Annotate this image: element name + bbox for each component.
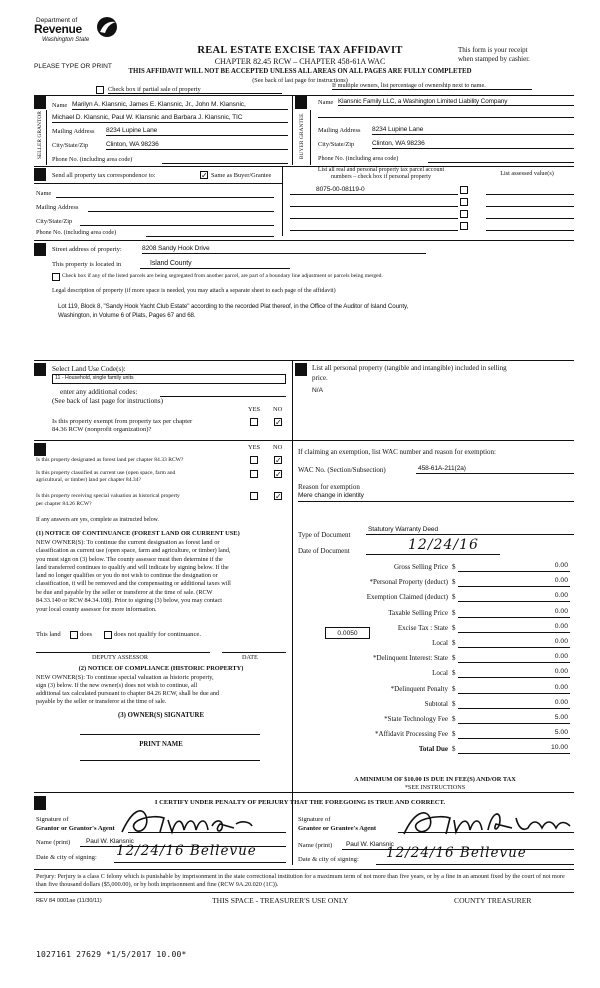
calc-row-dollar: $ [452, 563, 456, 571]
grantor-name-label: Name (print) [36, 839, 71, 846]
calc-row-dollar: $ [452, 715, 456, 723]
same-as-buyer-label: Same as Buyer/Grantee [211, 172, 272, 179]
doc-type-label: Type of Document [298, 531, 351, 539]
calc-row-line [458, 601, 570, 602]
calc-row-dollar: $ [452, 730, 456, 739]
calc-row-line [458, 753, 570, 754]
calc-row-line [458, 571, 570, 572]
section-8-marker [34, 796, 46, 810]
calc-row-label: Subtotal [424, 699, 448, 708]
compliance-1: NEW OWNER(S): To continue special valuation as historic property, [36, 674, 214, 681]
grantor-sig-label-1: Signature of [36, 816, 69, 823]
please-type-or-print: PLEASE TYPE OR PRINT [34, 63, 112, 70]
grantee-sig-label-1: Signature of [298, 816, 331, 823]
grantee-signature [396, 806, 580, 838]
current-use-q-2: agricultural, or timber) land per chapter 84.34? [36, 477, 141, 483]
calc-row-label: *State Technology Fee [384, 715, 448, 723]
section-6-marker [34, 443, 46, 456]
calc-row-value: 0.00 [554, 653, 568, 661]
calc-row-line [458, 647, 570, 648]
seller-address-label: Mailing Address [52, 128, 95, 135]
nonprofit-yes-checkbox[interactable] [250, 418, 258, 426]
land-use-label: Select Land Use Code(s): [52, 365, 126, 373]
calc-row-value: 5.00 [554, 714, 568, 721]
historic-q-1: Is this property receiving special valuation as historical property [36, 493, 180, 499]
calc-row-line [458, 708, 570, 709]
reason-value: Mere change in identity [298, 492, 364, 499]
calc-row-value: 0.00 [554, 577, 568, 585]
continuance-1: NEW OWNER(S): To continue the current designation as forest land or [36, 539, 220, 546]
segregated-checkbox[interactable] [52, 273, 60, 281]
personal-property-value: N/A [312, 387, 323, 394]
calc-row-value: 10.00 [550, 744, 568, 752]
perjury-text [36, 873, 574, 889]
seller-address: 8234 Lupine Lane [106, 127, 288, 136]
seller-city-label: City/State/Zip [52, 142, 89, 149]
buyer-name-label: Name [318, 99, 334, 106]
street-label: Street address of property: [52, 246, 122, 253]
calc-row-dollar: $ [452, 623, 456, 632]
buyer-city-label: City/State/Zip [318, 141, 355, 148]
print-name-label: PRINT NAME [139, 741, 183, 748]
reason-label: Reason for exemption [298, 483, 360, 491]
nonprofit-q-1: Is this property exempt from property tax per chapter [52, 418, 193, 425]
corr-phone-label: Phone No. (including area code) [36, 229, 117, 236]
calc-row-label: *Delinquent Penalty [390, 684, 448, 693]
compliance-title: (2) NOTICE OF COMPLIANCE (HISTORIC PROPERTY) [78, 665, 244, 672]
section6-no-header: NO [273, 444, 283, 451]
see-back-header: (See back of last page for instructions) [252, 77, 348, 84]
calc-row-label: *Delinquent Interest: State [372, 654, 448, 663]
corr-name-label: Name [36, 190, 52, 197]
calc-row-value: 0.00 [554, 607, 568, 615]
recording-stamp: 1027161 27629 *1/5/2017 10.00* [36, 950, 187, 959]
owner-signature-label: (3) OWNER(S) SIGNATURE [118, 712, 204, 719]
continuance-5: land no longer qualifies or you do not wish to continue the designation or [36, 572, 218, 579]
continuance-2: classification as current use (open space, farm and agriculture, or timber) land, [36, 547, 231, 554]
partial-sale-checkbox[interactable] [96, 86, 104, 94]
continuance-7: be due and payable by the seller or transferor at the time of sale. (RCW [36, 589, 213, 596]
section6-yes-header: YES [248, 444, 261, 451]
calc-row-line [458, 586, 570, 587]
seller-name-line1: Marilyn A. Klansnic, James E. Klansnic, Jr., John M. Klansnic, [72, 101, 288, 110]
parcels-header-1: List all real and personal property tax parcel account [317, 167, 445, 173]
forest-yes-checkbox[interactable] [250, 456, 258, 464]
seller-city: Clinton, WA 98236 [106, 141, 288, 150]
same-as-buyer-checkbox[interactable]: ✓ [201, 171, 208, 180]
parcel-3-personal-checkbox[interactable] [460, 210, 468, 218]
seller-side-label [34, 111, 46, 162]
land-use-yes-header: YES [248, 406, 261, 413]
grantee-name-label: Name (print) [298, 842, 333, 849]
seller-grantor-label: SELLER GRANTOR [36, 111, 43, 160]
buyer-side-label [296, 113, 308, 162]
parcel-2-personal-checkbox[interactable] [460, 198, 468, 206]
calc-row-value: 0.00 [554, 562, 568, 569]
deputy-assessor-label: DEPUTY ASSESSOR [92, 654, 148, 661]
section-7-marker [295, 363, 307, 376]
continuance-8: 84.33.140 or RCW 84.34.108). Prior to signing (3) below, you may contact [36, 597, 222, 604]
parcel-1-personal-checkbox[interactable] [460, 186, 468, 194]
if-yes-note: If any answers are yes, complete as instructed below. [36, 517, 159, 523]
treasurer-space: THIS SPACE - TREASURER'S USE ONLY [212, 896, 349, 905]
nonprofit-q-2: 84.36 RCW (nonprofit organization)? [52, 426, 152, 433]
compliance-3: additional tax calculated pursuant to chapter 84.26 RCW, shall be due and [36, 690, 220, 697]
grantor-agent-label: Grantor or Grantor's Agent [36, 825, 115, 832]
parcels-header-2: numbers – check box if personal property [331, 174, 431, 180]
personal-property-q-2: price. [312, 374, 328, 382]
compliance-4: payable by the seller or transferor at the time of sale. [36, 698, 167, 705]
continuance-4: land transferred continues to qualify and will indicate by signing below. If the [36, 564, 229, 571]
warning-text: THIS AFFIDAVIT WILL NOT BE ACCEPTED UNLESS ALL AREAS ON ALL PAGES ARE FULLY COMPLETED [128, 68, 472, 75]
calc-row-dollar: $ [452, 639, 456, 647]
perjury-full-text: Perjury: Perjury is a class C felony which is punishable by imprisonment in the state correctional institution for a maximum term of not more than five years, or by a fine in an amount fixed by the court of not more than five thousand dollars ($5,000.00), or by both imprisonment and fine (RCW 9A.20.020 (1C)). [36, 873, 565, 888]
dept-line1: Department of [36, 17, 78, 24]
land-use-code: 11 - Household, single family units [55, 375, 134, 381]
doc-type: Statutory Warranty Deed [366, 526, 574, 535]
form-chapter: CHAPTER 82.45 RCW – CHAPTER 458-61A WAC [214, 57, 386, 66]
calc-row-value: 0.00 [554, 698, 568, 706]
land-use-no-header: NO [273, 406, 283, 413]
calc-row-label: Exemption Claimed (deduct) [366, 593, 448, 602]
calc-row-value: 0.00 [554, 668, 568, 676]
dept-line3: Washington State [42, 37, 90, 43]
exemption-question: If claiming an exemption, list WAC number and reason for exemption: [298, 448, 496, 456]
wac-value: 458-61A-211(2a) [416, 465, 574, 474]
section-3-marker [34, 168, 46, 181]
segregated-text: Check box if any of the listed parcels are being segregated from another parcel, are part of a boundary line adjustment or parcels being merged. [62, 273, 383, 279]
correspondence-label: Send all property tax correspondence to: [52, 172, 156, 179]
this-land-label: This land [36, 631, 61, 638]
calc-row-line [458, 693, 570, 694]
forest-no-checkbox[interactable]: ✓ [275, 456, 282, 465]
current-use-q-1: Is this property classified as current use (open space, farm and [36, 470, 176, 476]
corr-address-label: Mailing Address [36, 204, 79, 211]
county: Island County [150, 260, 192, 267]
historic-q-2: per chapter 84.26 RCW? [36, 501, 92, 507]
calc-row-line [458, 662, 570, 663]
county-treasurer: COUNTY TREASURER [454, 896, 532, 905]
personal-property-q-1: List all personal property (tangible and intangible) included in selling [312, 364, 507, 372]
continuance-3: you must sign on (3) below. The county assessor must then determine if the [36, 556, 223, 563]
buyer-city: Clinton, WA 98236 [372, 140, 574, 149]
land-use-code-field[interactable] [52, 374, 286, 384]
receipt-note-2: when stamped by cashier. [458, 55, 530, 63]
forest-q: Is this property designated as forest land per chapter 84.33 RCW? [36, 457, 184, 463]
buyer-name: Klansnic Family LLC, a Washington Limited Liability Company [338, 98, 574, 106]
located-label: This property is located in [52, 261, 122, 268]
calc-row-value: 0.00 [554, 622, 568, 630]
buyer-address-label: Mailing Address [318, 127, 361, 134]
calc-row-line [458, 738, 570, 739]
calc-row-value: 0.00 [554, 592, 568, 600]
additional-codes-label: enter any additional codes: [60, 388, 138, 396]
wac-label: WAC No. (Section/Subsection) [298, 466, 386, 474]
local-rate: 0.0050 [337, 630, 358, 637]
grantor-signature [112, 806, 282, 838]
rev-number: REV 84 0001ae (11/30/11) [36, 898, 102, 904]
does-qualify-checkbox[interactable] [70, 631, 78, 639]
grantee-date-city: 12/24/16 Bellevue [386, 845, 527, 861]
doc-date-label: Date of Document [298, 547, 350, 555]
buyer-address: 8234 Lupine Lane [372, 126, 574, 135]
calc-row-label: Taxable Selling Price [388, 608, 448, 617]
grantee-date-label: Date & city of signing: [298, 856, 359, 863]
historic-yes-checkbox[interactable] [250, 492, 258, 500]
calc-row-line [458, 677, 570, 678]
nonprofit-no-checkbox[interactable]: ✓ [275, 418, 282, 427]
grantee-agent-label: Grantee or Grantee's Agent [298, 825, 377, 832]
corr-city-label: City/State/Zip [36, 218, 73, 225]
doc-date: 12/24/16 [408, 537, 479, 553]
calc-row-dollar: $ [452, 684, 456, 693]
section-5-marker [34, 363, 46, 376]
street-address: 8208 Sandy Hook Drive [142, 245, 426, 254]
calc-row-dollar: $ [452, 745, 456, 754]
calc-row-label: Excise Tax : State [397, 623, 448, 632]
see-instructions: *SEE INSTRUCTIONS [404, 784, 466, 791]
calc-row-label: *Affidavit Processing Fee [375, 730, 448, 739]
continuance-9: your local county assessor for more information. [36, 606, 157, 613]
legal-label: Legal description of property (if more space is needed, you may attach a separate sheet to each page of the affidavit) [52, 288, 336, 294]
calc-row-line [458, 723, 570, 724]
grantor-date-city: 12/24/16 Bellevue [116, 843, 257, 859]
does-not-label: does not qualify for continuance. [114, 631, 201, 638]
buyer-grantee-label: BUYER GRANTEE [298, 113, 305, 160]
grantee-name: Paul W. Klansnic [346, 841, 394, 848]
seller-name-label: Name [52, 102, 68, 109]
does-not-qualify-checkbox[interactable] [104, 631, 112, 639]
calc-row-dollar: $ [452, 654, 456, 663]
parcel-1: 8075-00-08119-0 [316, 186, 365, 193]
compliance-2: sign (3) below. If the new owner(s) does not wish to continue, all [36, 682, 198, 689]
calc-row-label: Total Due [418, 745, 448, 754]
does-label: does [80, 631, 93, 638]
buyer-phone-label: Phone No. (including area code) [318, 155, 399, 162]
continuance-title: (1) NOTICE OF CONTINUANCE (FOREST LAND OR CURRENT USE) [36, 530, 240, 537]
section-4-marker [34, 243, 46, 256]
multiple-owners-note: If multiple owners, list percentage of ownership next to name. [332, 82, 532, 90]
dept-line2: Revenue [34, 22, 82, 36]
current-use-yes-checkbox[interactable] [250, 470, 258, 478]
calc-row-dollar: $ [452, 593, 456, 602]
calc-row-value: 0.00 [554, 683, 568, 691]
calc-row-label: Local [432, 669, 448, 678]
calc-row-value: 5.00 [554, 729, 568, 737]
certify-text: I CERTIFY UNDER PENALTY OF PERJURY THAT THE FOREGOING IS TRUE AND CORRECT. [154, 799, 446, 806]
calc-row-line [458, 632, 570, 633]
calc-row-dollar: $ [452, 608, 456, 617]
seller-phone-label: Phone No. (including area code) [52, 156, 133, 163]
calc-row-dollar: $ [452, 669, 456, 678]
legal-line-2: Washington, in Volume 6 of Plats, Pages 67 and 68. [58, 312, 196, 319]
calc-row-dollar: $ [452, 699, 456, 708]
calc-row-line [458, 617, 570, 618]
land-use-see-back: (See back of last page for instructions) [52, 397, 163, 405]
assessed-header: List assessed value(s) [500, 170, 554, 177]
parcel-4-personal-checkbox[interactable] [460, 222, 468, 230]
calc-row-label: *Personal Property (deduct) [369, 578, 448, 587]
section-1-marker [34, 96, 46, 109]
continuance-6: classification, it will be removed and the compensating or additional taxes will [36, 580, 231, 587]
seller-name-line2: Michael D. Klansnic, Paul W. Klansnic and Barbara J. Klansnic, TIC [52, 114, 288, 123]
partial-sale-label: Check box if partial sale of property [108, 86, 282, 94]
revenue-logo-mark-icon [94, 16, 120, 38]
section-2-marker [295, 96, 307, 109]
legal-line-1: Lot 119, Block 8, "Sandy Hook Yacht Club Estate" according to the recorded Plat thereof, in the Office of the Auditor of Island County, [58, 303, 409, 310]
historic-no-checkbox[interactable]: ✓ [275, 492, 282, 501]
receipt-note-1: This form is your receipt [458, 46, 528, 54]
minimum-note: A MINIMUM OF $10.00 IS DUE IN FEE(S) AND/OR TAX [354, 776, 516, 783]
calc-row-label: Local [432, 639, 448, 647]
grantor-name: Paul W. Klansnic [86, 838, 134, 845]
calc-row-dollar: $ [452, 578, 456, 587]
current-use-no-checkbox[interactable]: ✓ [275, 470, 282, 479]
calc-row-label: Gross Selling Price [393, 563, 448, 571]
calc-row-value: 0.00 [554, 638, 568, 645]
grantor-date-label: Date & city of signing: [36, 854, 97, 861]
form-title: REAL ESTATE EXCISE TAX AFFIDAVIT [197, 45, 403, 56]
revenue-logo [34, 16, 126, 50]
deputy-date-label: DATE [242, 654, 258, 661]
local-rate-field [325, 627, 370, 639]
